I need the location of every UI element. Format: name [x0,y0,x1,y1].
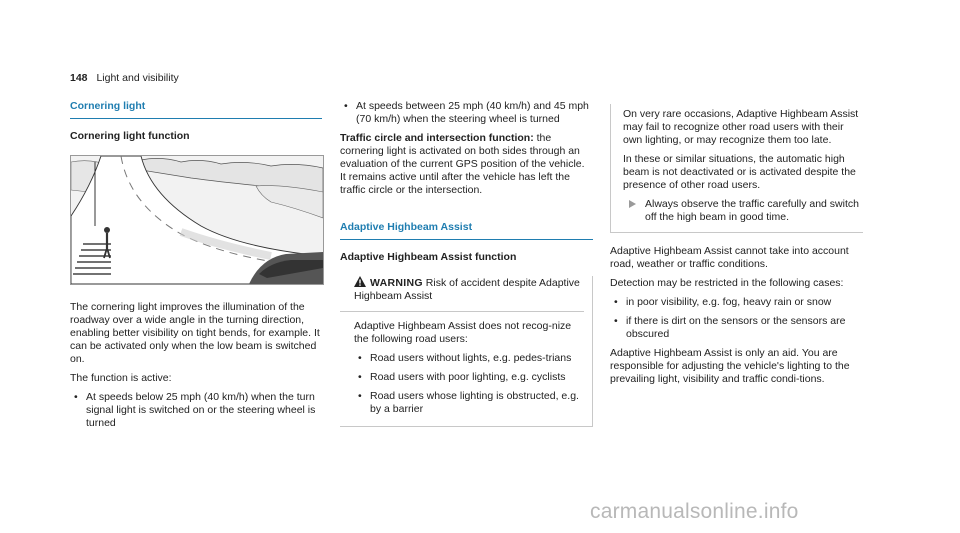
list-item: • At speeds between 25 mph (40 km/h) and 45 mph (70 km/h) when the steering wheel is turned [340,100,593,126]
column-middle [340,100,593,427]
warning-body [340,320,584,416]
list-item: • Road users whose lighting is obstructed, e.g. by a barrier [354,390,584,416]
detection-paragraph: Detection may be restricted in the following cases: [610,277,844,289]
page-title: Light and visibility [96,72,179,84]
cornering-active-label: The function is active: [70,372,172,384]
traffic-circle-label: Traffic circle and intersection function: [340,132,534,144]
list-item: • At speeds below 25 mph (40 km/h) when the turn signal light is switched on or the steering wheel is turned [70,391,322,430]
watermark: carmanualsonline.info [590,500,799,523]
column-left [70,100,322,436]
action-arrow-icon [629,200,636,208]
warning-header [340,276,584,312]
column-right [610,100,863,392]
warning-list [354,352,584,416]
page-number: 148 [70,72,88,84]
warning-intro: Adaptive Highbeam Assist does not recog-nize the following road users: [354,320,572,345]
warning-box [340,276,593,427]
warning-action [623,198,863,224]
list-item: • Road users with poor lighting, e.g. cyclists [354,371,584,384]
warning-paragraph-rare: On very rare occasions, Adaptive Highbeam Assist may fail to recognize other road users with their own lighting, or may recognize them too late. [623,108,859,146]
aid-paragraph: Adaptive Highbeam Assist is only an aid. You are responsible for adjusting the vehicle's lighting to the prevailing light, visibility and traffic condi-tions. [610,347,850,385]
sub-heading-adaptive-function: Adaptive Highbeam Assist function [340,251,517,263]
sub-heading-cornering-function: Cornering light function [70,130,190,142]
list-item: • Road users without lights, e.g. pedes-trians [354,352,584,365]
cornering-conditions-list [70,391,322,430]
traffic-circle-paragraph [340,132,593,197]
list-item: • if there is dirt on the sensors or the sensors are obscured [610,315,863,341]
detection-list [610,296,863,341]
section-heading-cornering: Cornering light [70,100,322,119]
section-heading-adaptive: Adaptive Highbeam Assist [340,221,593,240]
warning-box-continued [610,104,863,233]
cornering-light-illustration [70,155,324,285]
warning-title: Risk of accident despite Adaptive Highbeam Assist [354,277,580,302]
cornering-intro: The cornering light improves the illumination of the roadway over a wide angle in the turning direction, enabling better visibility on tight bends, for example. It can be activated only when the low beam is switched on. [70,301,320,365]
cornering-conditions-list-continued [340,100,593,126]
warning-triangle-icon [354,276,366,287]
conditions-paragraph: Adaptive Highbeam Assist cannot take into account road, weather or traffic conditions. [610,245,849,270]
warning-label: WARNING [370,277,423,289]
page-header [70,72,179,85]
traffic-circle-text: the cornering light is activated on both sides through an evaluation of the current GPS position of the vehicle. It remains active until after the vehicle has left the traffic circle or the intersection. [340,132,585,196]
warning-paragraph-situations: In these or similar situations, the automatic high beam is not deactivated or is activated despite the presence of other road users. [623,153,856,191]
warning-action-text: Always observe the traffic carefully and switch off the high beam in good time. [645,198,859,223]
list-item: • in poor visibility, e.g. fog, heavy rain or snow [610,296,863,309]
